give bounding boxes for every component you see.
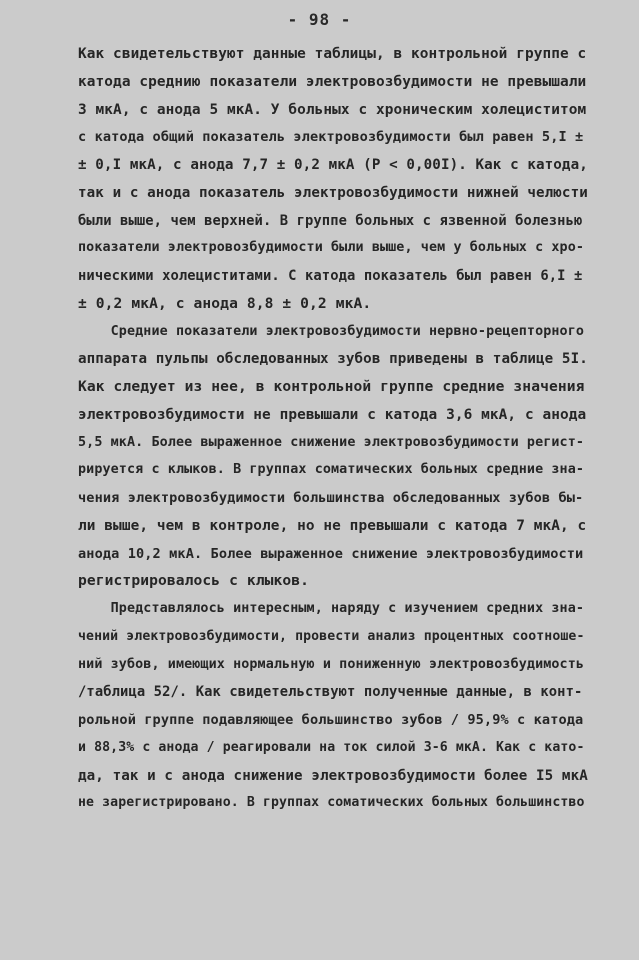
text-line: рируется с клыков. В группах соматических больных средние зна- [78,462,585,477]
text-line: анода 10,2 мкА. Более выраженное снижение электровозбудимости [78,546,584,562]
text-line: электровозбудимости не превышали с катода 3,6 мкА, с анода [78,407,587,423]
text-line: чений электровозбудимости, провести анализ процентных соотноше- [78,629,585,644]
text-line: 3 мкА, с анода 5 мкА. У больных с хроническим холециститом [78,102,587,118]
text-line: ли выше, чем в контроле, но не превышали с катода 7 мкА, с [78,518,587,534]
text-line: ническими холециститами. С катода показатель был равен 6,I ± [78,268,583,284]
text-line: катода среднию показатели электровозбудимости не превышали [78,74,587,90]
text-line: Как следует из нее, в контрольной группе средние значения [78,378,585,395]
text-line: Представлялось интересным, наряду с изучением средних зна- [78,601,585,616]
text-line: с катода общий показатель электровозбудимости был равен 5,I ± [78,129,584,145]
text-line: рольной группе подавляющее большинство зубов / 95,9% с катода [78,712,584,728]
text-line: показатели электровозбудимости были выше, чем у больных с хро- [78,240,585,255]
text-line: /таблица 52/. Как свидетельствуют полученные данные, в конт- [78,684,583,700]
text-line: Средние показатели электровозбудимости нервно-рецепторного [78,324,585,339]
page-number: - 98 - [287,10,352,29]
text-line: ± 0,I мкА, с анода 7,7 ± 0,2 мкА (Р < 0,00I). Как с катода, [78,157,588,173]
text-line: Как свидетельствуют данные таблицы, в контрольной группе с [78,46,587,62]
text-line: регистрировалось с клыков. [78,572,310,589]
text-line: так и с анода показатель электровозбудимости нижней челюсти [78,185,588,201]
text-line: аппарата пульпы обследованных зубов приведены в таблице 5I. [78,351,588,367]
text-line: ± 0,2 мкА, с анода 8,8 ± 0,2 мкА. [78,295,372,312]
text-line: да, так и с анода снижение электровозбудимости более I5 мкА [78,768,588,784]
text-line: были выше, чем верхней. В группе больных с язвенной болезнью [78,213,583,229]
text-line: 5,5 мкА. Более выраженное снижение электровозбудимости регист- [78,435,585,450]
text-line: не зарегистрировано. В группах соматических больных большинство [78,795,585,810]
text-line: и 88,3% с анода / реагировали на ток силой 3-6 мкА. Как с като- [78,740,585,755]
text-line: чения электровозбудимости большинства обследованных зубов бы- [78,490,584,506]
text-line: ний зубов, имеющих нормальную и пониженную электровозбудимость [78,657,585,672]
